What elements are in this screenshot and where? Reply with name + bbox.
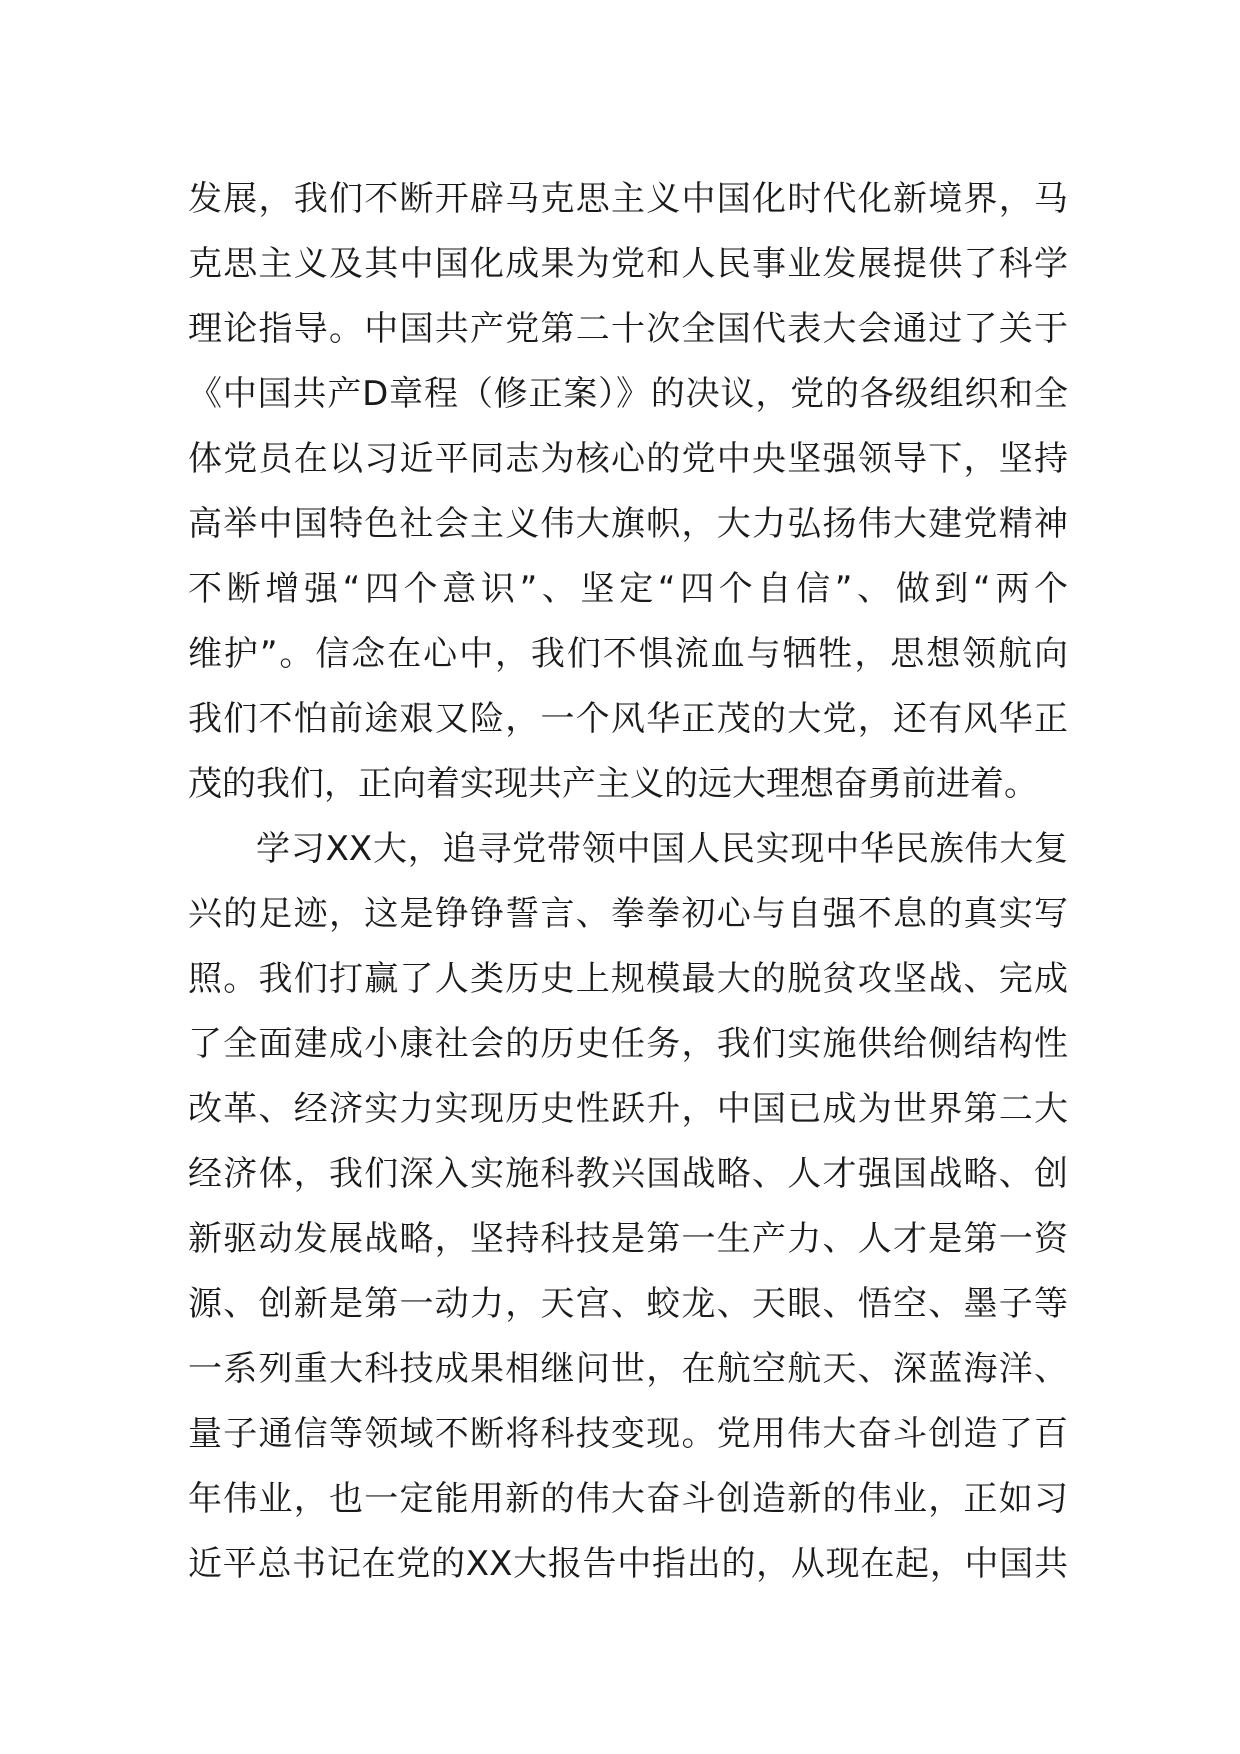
text-line: 发展，我们不断开辟马克思主义中国化时代化新境界，马 <box>188 179 1068 219</box>
text-line: 照。我们打赢了人类历史上规模最大的脱贫攻坚战、完成 <box>188 959 1068 999</box>
text-line: 新驱动发展战略，坚持科技是第一生产力、人才是第一资 <box>188 1219 1068 1259</box>
text-line: 近平总书记在党的XX大报告中指出的，从现在起，中国共 <box>188 1544 1068 1584</box>
text-line: 一系列重大科技成果相继问世，在航空航天、深蓝海洋、 <box>188 1349 1068 1389</box>
text-line-last: 茂的我们，正向着实现共产主义的远大理想奋勇前进着。 <box>188 764 1038 804</box>
text-line: 源、创新是第一动力，天宫、蛟龙、天眼、悟空、墨子等 <box>188 1284 1068 1324</box>
text-line: 体党员在以习近平同志为核心的党中央坚强领导下，坚持 <box>188 439 1068 479</box>
text-line: 《中国共产D章程（修正案）》的决议，党的各级组织和全 <box>188 374 1068 414</box>
text-line-first: 学习XX大，追寻党带领中国人民实现中华民族伟大复 <box>256 829 1068 869</box>
text-line: 维护”。信念在心中，我们不惧流血与牺牲，思想领航向 <box>188 634 1068 674</box>
text-line: 改革、经济实力实现历史性跃升，中国已成为世界第二大 <box>188 1089 1068 1129</box>
text-line: 我们不怕前途艰又险，一个风华正茂的大党，还有风华正 <box>188 699 1068 739</box>
text-line: 了全面建成小康社会的历史任务，我们实施供给侧结构性 <box>188 1024 1068 1064</box>
text-line: 克思主义及其中国化成果为党和人民事业发展提供了科学 <box>188 244 1068 284</box>
text-line: 量子通信等领域不断将科技变现。党用伟大奋斗创造了百 <box>188 1414 1068 1454</box>
paragraph-continued <box>188 167 1068 817</box>
text-line: 兴的足迹，这是铮铮誓言、拳拳初心与自强不息的真实写 <box>188 894 1068 934</box>
text-line: 不断增强“四个意识”、坚定“四个自信”、做到“两个 <box>188 569 1068 609</box>
text-line: 经济体，我们深入实施科教兴国战略、人才强国战略、创 <box>188 1154 1068 1194</box>
text-line: 年伟业，也一定能用新的伟大奋斗创造新的伟业，正如习 <box>188 1479 1068 1519</box>
paragraph-study <box>188 817 1068 1597</box>
text-line: 高举中国特色社会主义伟大旗帜，大力弘扬伟大建党精神 <box>188 504 1068 544</box>
text-line: 理论指导。中国共产党第二十次全国代表大会通过了关于 <box>188 309 1068 349</box>
